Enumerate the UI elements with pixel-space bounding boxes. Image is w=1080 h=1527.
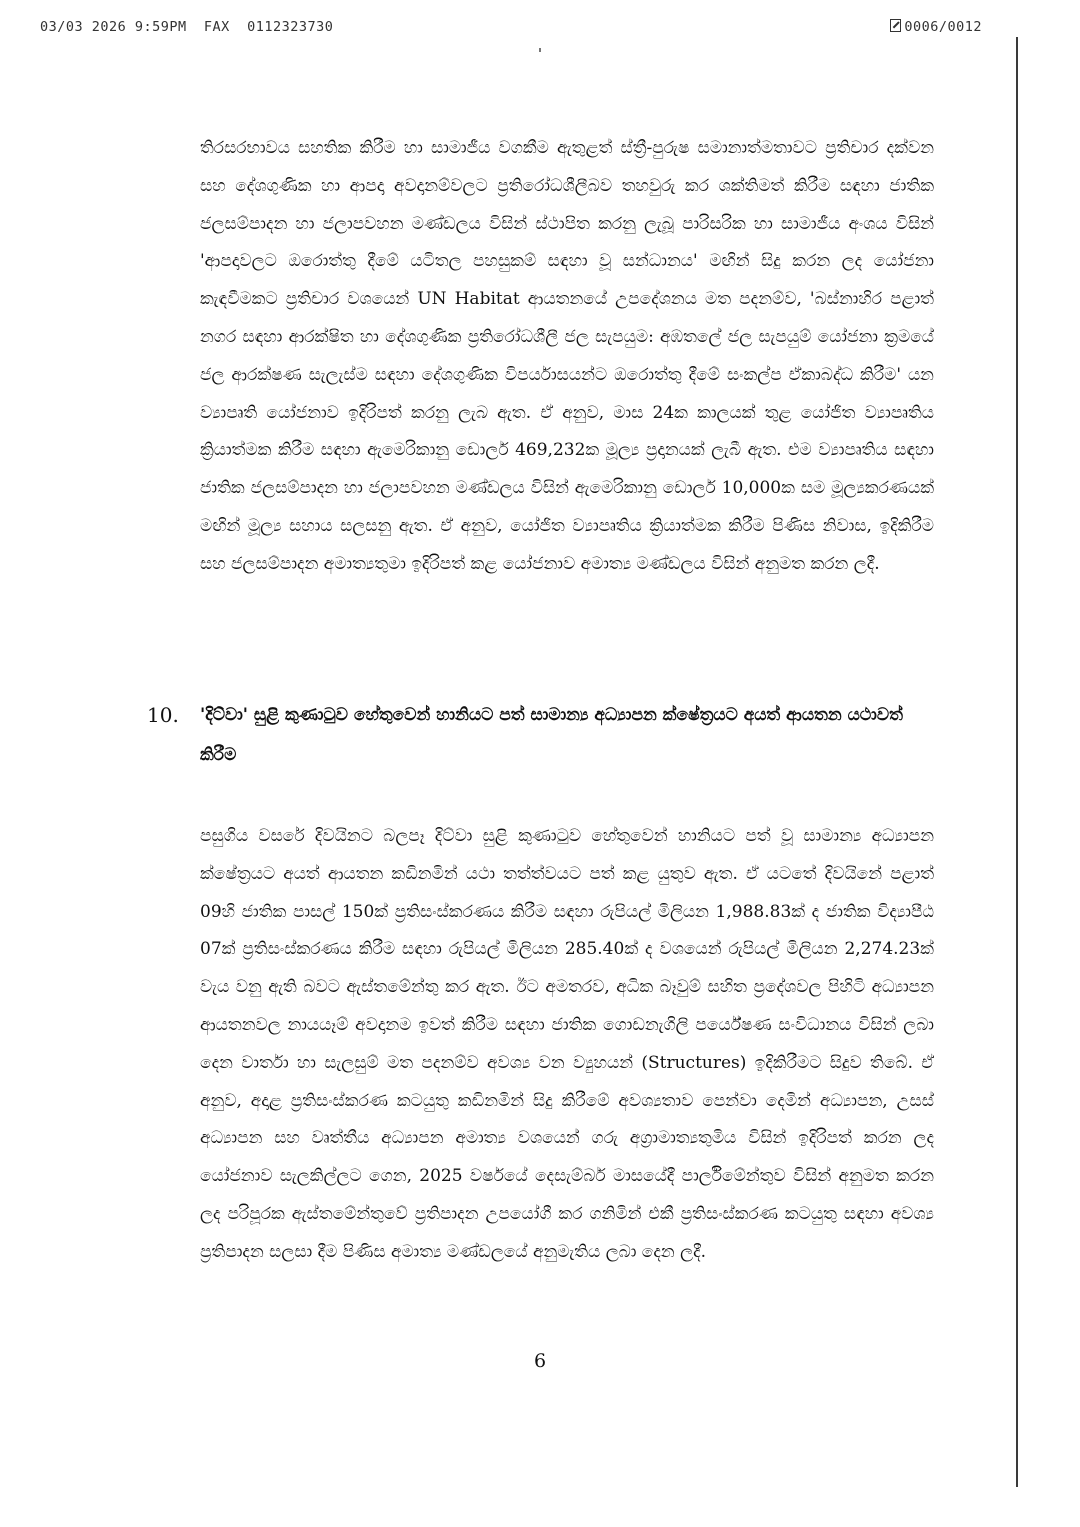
fax-transmission-info: 03/03 2026 9:59PM FAX 0112323730 xyxy=(40,19,334,35)
section-number: 10. xyxy=(147,703,179,727)
fax-page-counter-text: 0006/0012 xyxy=(904,19,982,35)
fax-page-counter xyxy=(890,19,982,35)
section-title: 'දිට්වා' සුළි කුණාටුව හේතුවෙන් හානියට පත් සාමාන්‍ය අධ්‍යාපන ක්ෂේත්‍රයට අයත් ආයතන යථාවත් කිරීම xyxy=(200,705,903,765)
scan-edge-line xyxy=(1016,37,1018,1487)
page-number: 6 xyxy=(533,1350,547,1372)
scan-speck xyxy=(539,48,541,52)
body-paragraph-2: පසුගිය වසරේ දිවයිනට බලපෑ දිට්වා සුළි කුණාටුව හේතුවෙන් හානියට පත් වූ සාමාන්‍ය අධ්‍යාපන ක්ෂේත්‍රයට අයත් ආයතන කඩිනමින් යථා තත්ත්වයට පත් කළ යුතුව ඇත. ඒ යටතේ දිවයිනේ පළාත් 09හි ජාතික පාසල් 150ක් ප්‍රතිසංස්කරණය කිරීම සඳහා රුපියල් මිලියන 1,988.83ක් ද ජාතික විද්‍යාපීඨ 07ක් ප්‍රතිසංස්කරණය කිරීම සඳහා රුපියල් මිලියන 285.40ක් ද වශයෙන් රුපියල් මිලියන 2,274.23ක් වැය වනු ඇති බවට ඇස්තමේන්තු කර ඇත. ඊට අමතරව, අධික බෑවුම් සහිත ප්‍රදේශවල පිහිටි අධ්‍යාපන ආයතනවල නායයෑම් අවදානම ඉවත් කිරීම සඳහා ජාතික ගොඩනැගිලි පර්යේෂණ සංවිධානය විසින් ලබා දෙන වාර්තා හා සැලසුම් මත පදනම්ව අවශ්‍ය වන ව්‍යුහයන් (Structures) ඉදිකිරීමට සිදුව තිබේ. ඒ අනුව, අදාළ ප්‍රතිසංස්කරණ කටයුතු කඩිනමින් සිදු කිරීමේ අවශ්‍යතාව පෙන්වා දෙමින් අධ්‍යාපන, උසස් අධ්‍යාපන සහ වෘත්තීය අධ්‍යාපන අමාත්‍ය වශයෙන් ගරු අග්‍රාමාත්‍යතුමිය විසින් ඉදිරිපත් කරන ලද යෝජනාව සැලකිල්ලට ගෙන, 2025 වර්ෂයේ දෙසැම්බර් මාසයේදී පාර්ලිමේන්තුව විසින් අනුමත කරන ලද පරිපූරක ඇස්තමේන්තුවේ ප්‍රතිපාදන උපයෝගී කර ගනිමින් එකී ප්‍රතිසංස්කරණ කටයුතු සඳහා අවශ්‍ය ප්‍රතිපාදන සලසා දීම පිණිස අමාත්‍ය මණ්ඩලයේ අනුමැතිය ලබා දෙන ලදී. xyxy=(200,826,934,1262)
body-paragraph-1: තිරසරභාවය සහතික කිරීම හා සාමාජීය වගකීම ඇතුළත් ස්ත්‍රී-පුරුෂ සමානාත්මතාවට ප්‍රතිචාර දක්වන සහ දේශගුණික හා ආපදා අවදානම්වලට ප්‍රතිරෝධශීලීබව තහවුරු කර ශක්තිමත් කිරීම සඳහා ජාතික ජලසම්පාදන හා ජලාපවහන මණ්ඩලය විසින් ස්ථාපිත කරනු ලැබූ පාරිසරික හා සාමාජීය අංශය විසින් 'ආපදාවලට ඔරොත්තු දීමේ යටිතල පහසුකම් සඳහා වූ සන්ධානය' මඟින් සිදු කරන ලද යෝජනා කැඳවීමකට ප්‍රතිචාර වශයෙන් UN Habitat ආයතනයේ උපදේශනය මත පදනම්ව, 'බස්නාහිර පළාත් නගර සඳහා ආරක්ෂිත හා දේශගුණික ප්‍රතිරෝධශීලී ජල සැපයුම: අඹතලේ ජල සැපයුම් යෝජනා ක්‍රමයේ ජල ආරක්ෂණ සැලැස්ම සඳහා දේශගුණික විපර්යාසයන්ට ඔරොත්තු දීමේ සංකල්ප ඒකාබද්ධ කිරීම' යන ව්‍යාපෘති යෝජනාව ඉදිරිපත් කරනු ලැබ ඇත. ඒ අනුව, මාස 24ක කාලයක් තුළ යෝජිත ව්‍යාපෘතිය ක්‍රියාත්මක කිරීම සඳහා ඇමෙරිකානු ඩොලර් 469,232ක මූල්‍ය ප්‍රදානයක් ලැබී ඇත. එම ව්‍යාපෘතිය සඳහා ජාතික ජලසම්පාදන හා ජලාපවහන මණ්ඩලය විසින් ඇමෙරිකානු ඩොලර් 10,000ක සම මූල්‍යකරණයක් මඟින් මූල්‍ය සහාය සලසනු ඇත. ඒ අනුව, යෝජිත ව්‍යාපෘතිය ක්‍රියාත්මක කිරීම පිණිස නිවාස, ඉදිකිරීම සහ ජලසම්පාදන අමාත්‍යතුමා ඉදිරිපත් කළ යෝජනාව අමාත්‍ය මණ්ඩලය විසින් අනුමත කරන ලදී. xyxy=(200,138,934,574)
fax-page-icon xyxy=(890,19,901,32)
fax-header xyxy=(40,19,982,39)
